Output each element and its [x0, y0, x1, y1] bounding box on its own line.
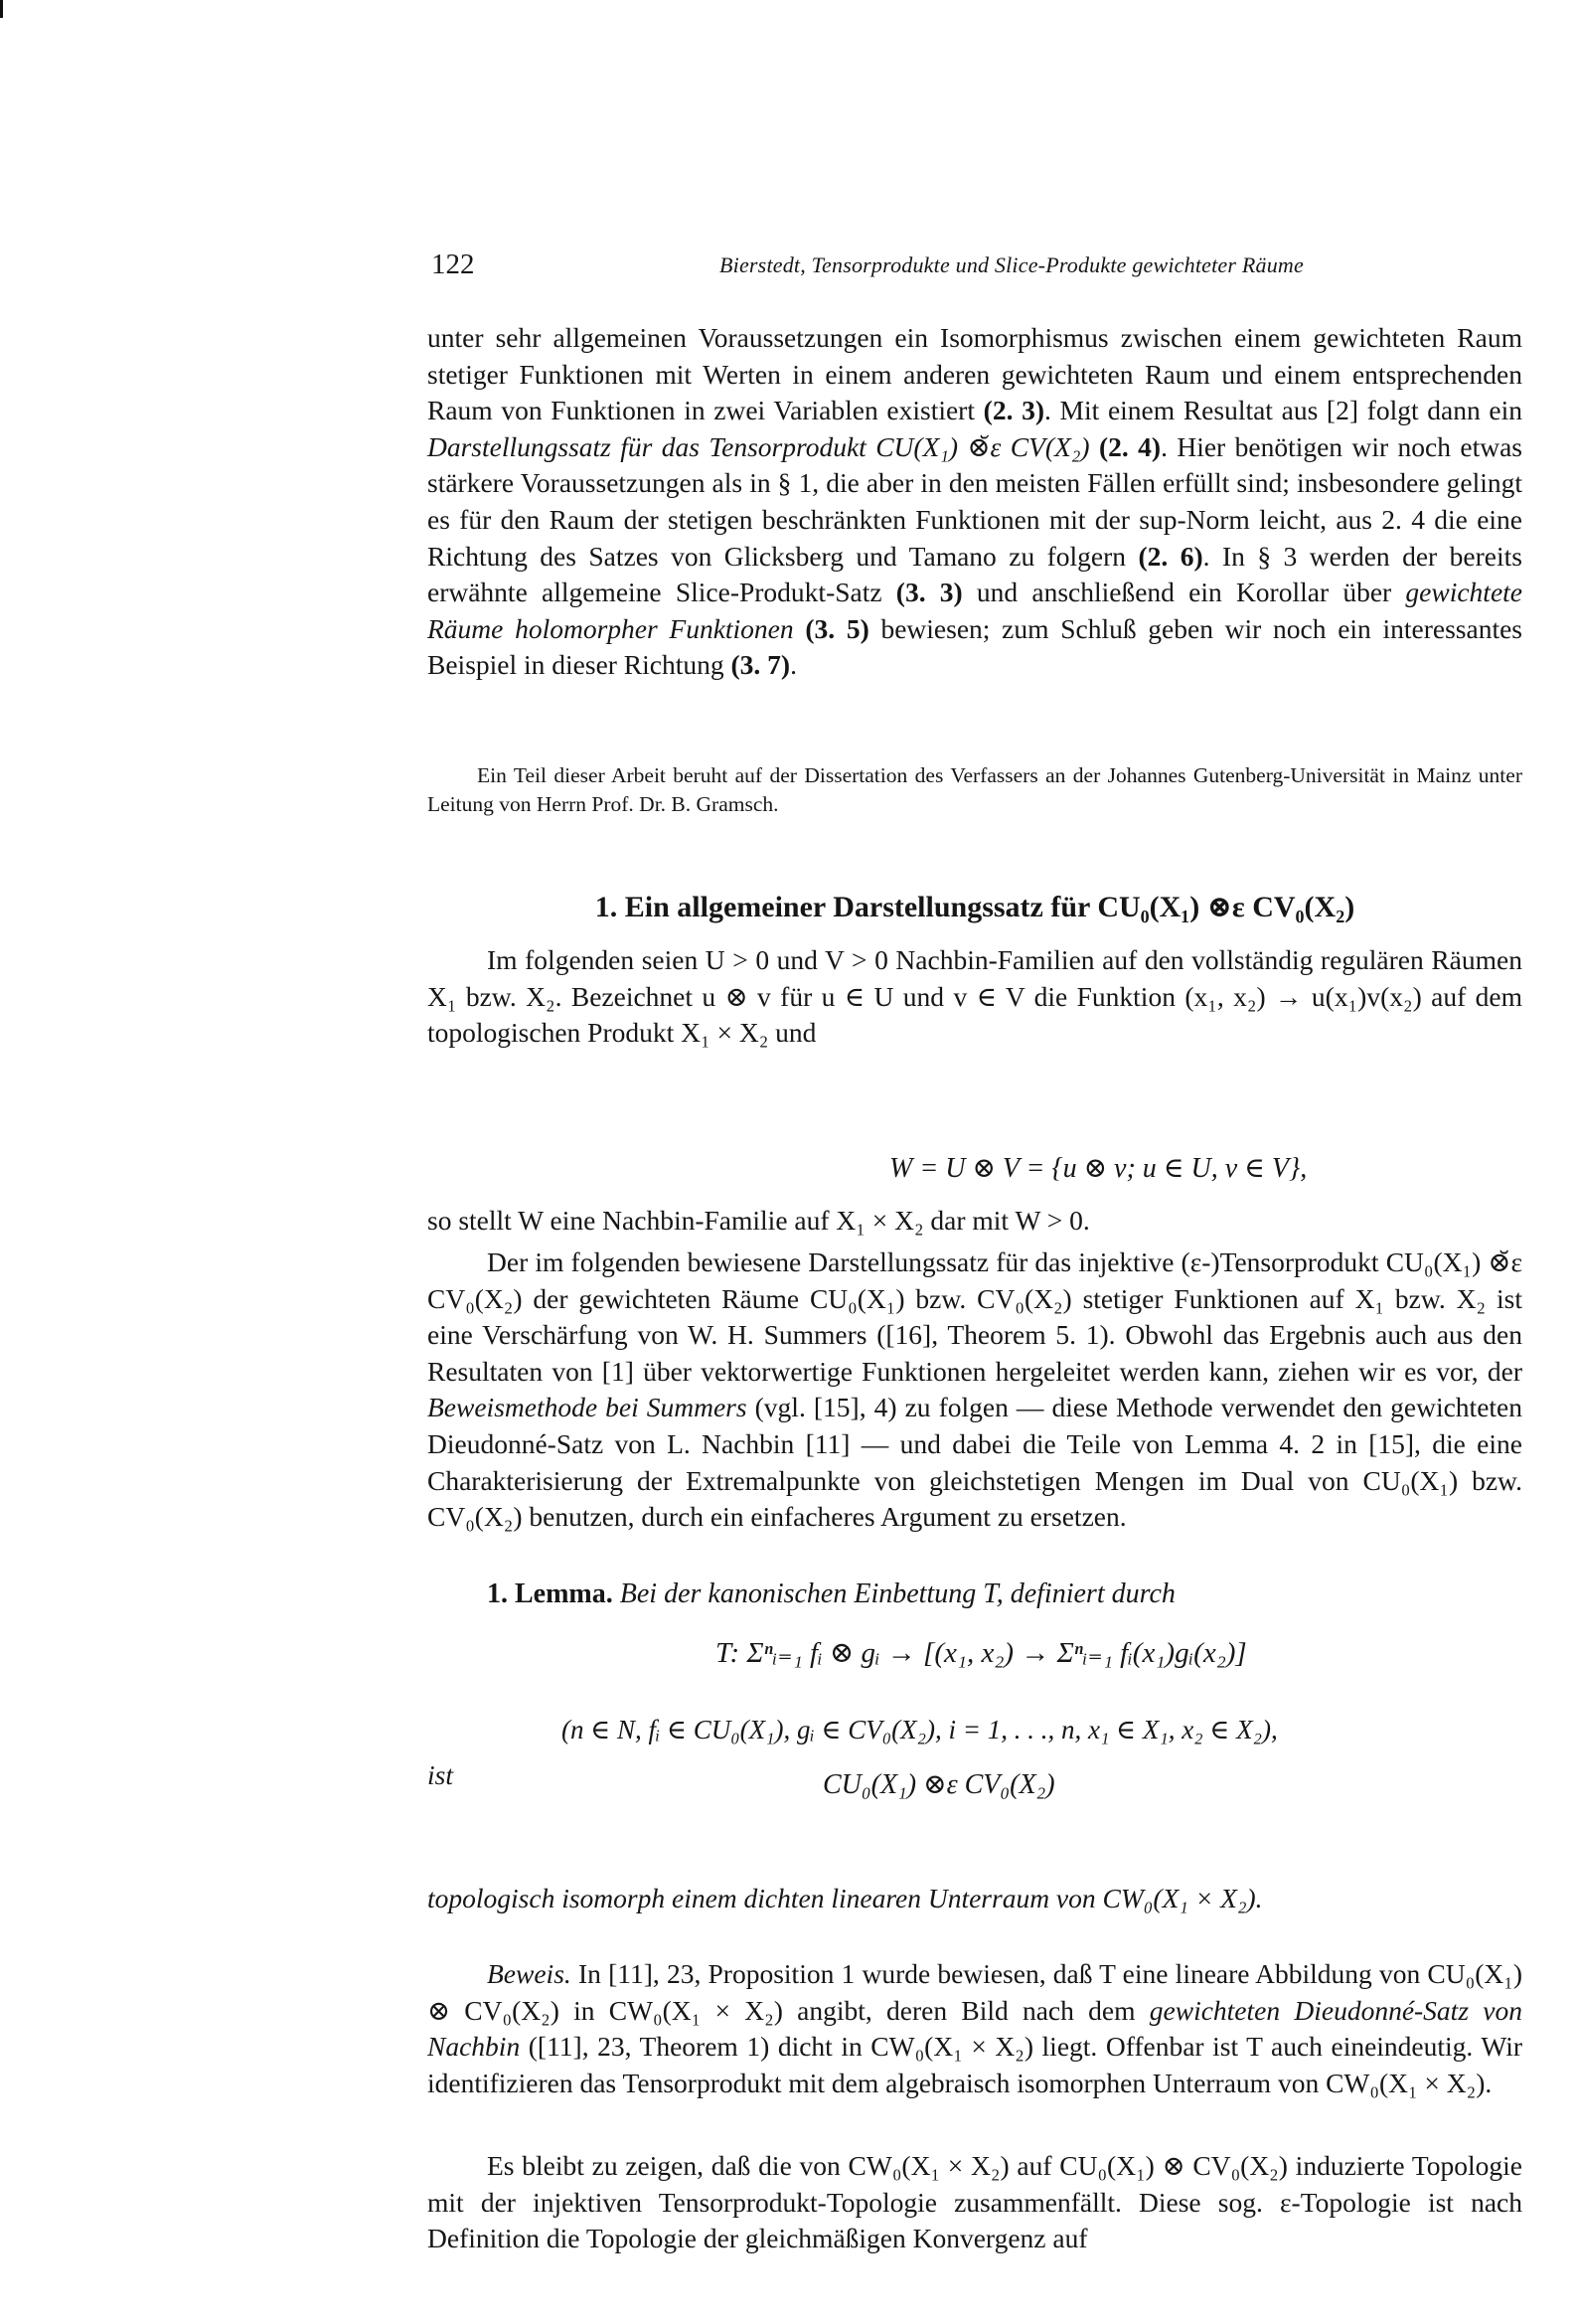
intro-text-4: . In § 3 werden der bereits erwähnte allgemeine Slice-Produkt-Satz: [427, 540, 1522, 608]
footnote: Ein Teil dieser Arbeit beruht auf der Dissertation des Verfassers an der Johannes Gutenberg-Universität in Mainz unter Leitung von Herrn Prof. Dr. B. Gramsch.: [427, 763, 1522, 816]
darstellungssatz-phrase: Darstellungssatz für das Tensorprodukt CU(X₁) ⊗̆ε CV(X₂): [427, 430, 1090, 462]
final-paragraph: Es bleibt zu zeigen, daß die von CW₀(X₁ × X₂) auf CU₀(X₁) ⊗ CV₀(X₂) induzierte Topologie mit der injektiven Tensorprodukt-Topologie zusammenfällt. Diese sog. ε-Topologie ist nach Definition die Topologie der gleichmäßigen Konvergenz auf: [427, 2150, 1522, 2254]
theorem-phrase: gewichteten Dieudonné-Satz von Nachbin: [427, 1994, 1522, 2063]
method-phrase: Beweismethode bei Summers: [427, 1392, 747, 1423]
lemma-intro: Bei der kanonischen Einbettung T, definiert durch: [619, 1578, 1176, 1609]
scan-edge-mark: [0, 0, 3, 18]
ref-2-3: (2. 3): [983, 395, 1045, 426]
section-heading: 1. Ein allgemeiner Darstellungssatz für CU₀(X₁) ⊗ε CV₀(X₂): [594, 891, 1355, 923]
lemma-ist: ist: [427, 1759, 453, 1790]
intro-text-end: .: [790, 649, 797, 681]
page-number: 122: [431, 249, 475, 280]
formula-embedding-map: T: Σⁿᵢ₌₁ fᵢ ⊗ gᵢ → [(x₁, x₂) → Σⁿᵢ₌₁ fᵢ(x₁)gᵢ(x₂)]: [715, 1637, 1247, 1669]
summers-text-1: Der im folgenden bewiesene Darstellungssatz für das injektive (ε-)Tensorprodukt CU₀(X₁) ⊗̆ε CV₀(X₂) der gewichteten Räume CU₀(X₁) bzw. CV₀(X₂) stetiger Funktionen auf X₁ bzw. X₂ ist eine Verschärfung von W. H. Summers ([16], Theorem 5. 1). Obwohl das Ergebnis auch aus den Resultaten von [1] über vektorwertige Funktionen hergeleitet werden kann, ziehen wir es vor, der: [427, 1246, 1522, 1387]
setup-paragraph: Im folgenden seien U > 0 und V > 0 Nachbin-Familien auf den vollständig regulären Räumen X₁ bzw. X₂. Bezeichnet u ⊗ v für u ∈ U und v ∈ V die Funktion (x₁, x₂) → u(x₁)v(x₂) auf dem topologischen Produkt X₁ × X₂ und: [427, 944, 1522, 1049]
lemma-conclusion: topologisch isomorph einem dichten linearen Unterraum von CW₀(X₁ × X₂).: [427, 1883, 1263, 1913]
intro-text-5: und anschließend ein Korollar über: [962, 577, 1406, 608]
intro-text-6: bewiesen; zum Schluß geben wir noch ein interessantes Beispiel in dieser Richtung: [427, 612, 1523, 681]
intro-text-2: . Mit einem Resultat aus [2] folgt dann ein: [1044, 395, 1522, 426]
formula-tensor-product: CU₀(X₁) ⊗ε CV₀(X₂): [823, 1769, 1055, 1800]
lemma-label: 1. Lemma.: [487, 1578, 613, 1609]
proof-label: Beweis.: [487, 1958, 571, 1989]
summers-paragraph: [427, 1245, 1522, 1536]
ref-2-6: (2. 6): [1138, 540, 1203, 572]
proof-text-2: ([11], 23, Theorem 1) dicht in CW₀(X₁ × X₂) liegt. Offenbar ist T auch eineindeutig. Wir identifizieren das Tensorprodukt mit dem algebraisch isomorphen Unterraum von CW₀(X₁ × X₂).: [427, 2031, 1522, 2098]
lemma-heading: [487, 1578, 1176, 1610]
proof-text-1: In [11], 23, Proposition 1 wurde bewiesen, daß T eine lineare Abbildung von CU₀(X₁) ⊗ CV₀(X₂) in CW₀(X₁ × X₂) angibt, deren Bild nach dem: [427, 1958, 1522, 2026]
ref-3-3: (3. 3): [895, 577, 963, 608]
nachbin-paragraph: so stellt W eine Nachbin-Familie auf X₁ × X₂ dar mit W > 0.: [427, 1205, 1090, 1236]
formula-w-definition: W = U ⊗ V = {u ⊗ v; u ∈ U, v ∈ V},: [889, 1153, 1308, 1184]
ref-3-7: (3. 7): [730, 649, 791, 681]
proof-paragraph: [427, 1956, 1522, 2101]
ref-3-5: (3. 5): [805, 612, 869, 644]
intro-text-1: unter sehr allgemeinen Voraussetzungen ein Isomorphismus zwischen einem gewichteten Raum stetiger Funktionen mit Werten in einem anderen gewichteten Raum und einem entsprechenden Raum von Funktionen in zwei Variablen existiert: [427, 322, 1522, 426]
running-title: Bierstedt, Tensorprodukte und Slice-Produkte gewichteter Räume: [719, 252, 1304, 277]
intro-text-3: . Hier benötigen wir noch etwas stärkere Voraussetzungen als in § 1, die aber in den meisten Fällen erfüllt sind; insbesondere gelingt es für den Raum der stetigen beschränkten Funktionen mit der sup-Norm leicht, aus 2. 4 die eine Richtung des Satzes von Glicksberg und Tamano zu folgern: [427, 430, 1522, 572]
intro-paragraph: [427, 320, 1522, 684]
page-header: [431, 249, 1306, 288]
summers-text-2: (vgl. [15], 4) zu folgen — diese Methode verwendet den gewichteten Dieudonné-Satz von L. Nachbin [11] — und dabei die Teile von Lemma 4. 2 in [15], die eine Charakterisierung der Extremalpunkte von gleichstetigen Mengen im Dual von CU₀(X₁) bzw. CV₀(X₂) benutzen, durch ein einfacheres Argument zu ersetzen.: [427, 1392, 1522, 1533]
holomorph-phrase: gewichtete Räume holomorpher Funktionen: [427, 577, 1522, 644]
formula-conditions: (n ∈ N, fᵢ ∈ CU₀(X₁), gᵢ ∈ CV₀(X₂), i = 1, . . ., n, x₁ ∈ X₁, x₂ ∈ X₂),: [561, 1715, 1278, 1744]
ref-2-4: (2. 4): [1098, 430, 1162, 462]
